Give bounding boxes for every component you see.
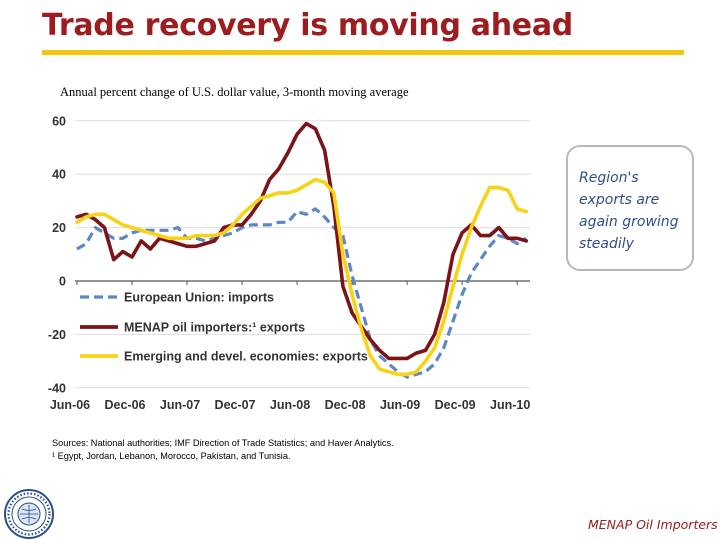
y-tick-label: 0 [59,274,66,289]
legend-label: Emerging and devel. economies: exports [124,349,368,364]
footnote-line: ¹ Egypt, Jordan, Lebanon, Morocco, Pakistan, and Tunisia. [52,451,291,461]
x-tick-label: Jun-06 [49,398,91,412]
imf-seal-icon [2,488,56,540]
series-line [77,180,526,375]
callout-box [566,145,694,271]
sources-note [52,437,394,463]
x-tick-label: Jun-10 [490,398,531,412]
y-tick-label: 60 [52,114,66,129]
chart-subtitle: Annual percent change of U.S. dollar value, 3-month moving average [60,85,409,99]
title-underline [42,50,684,55]
sources-line: Sources: National authorities; IMF Direction of Trade Statistics; and Haver Analytics. [52,438,394,448]
x-tick-label: Jun-09 [379,398,421,412]
y-tick-label: 40 [52,167,66,182]
x-tick-label: Dec-09 [434,398,476,412]
x-tick-label: Jun-08 [269,398,311,412]
legend-label: MENAP oil importers:¹ exports [124,320,306,335]
line-chart [0,100,560,425]
chart-legend [80,291,368,364]
chart-series [77,124,526,378]
x-tick-label: Dec-07 [214,398,256,412]
page-title: Trade recovery is moving ahead [42,8,573,43]
callout-text: Region's exports are again growing steadily [579,170,679,252]
y-tick-label: -20 [47,327,66,342]
legend-label: European Union: imports [124,290,274,305]
x-tick-label: Dec-08 [324,398,366,412]
y-tick-label: 20 [52,221,66,236]
x-tick-label: Dec-06 [104,398,146,412]
x-tick-label: Jun-07 [159,398,201,412]
footer-label: MENAP Oil Importers [588,517,718,532]
y-tick-label: -40 [47,381,66,396]
